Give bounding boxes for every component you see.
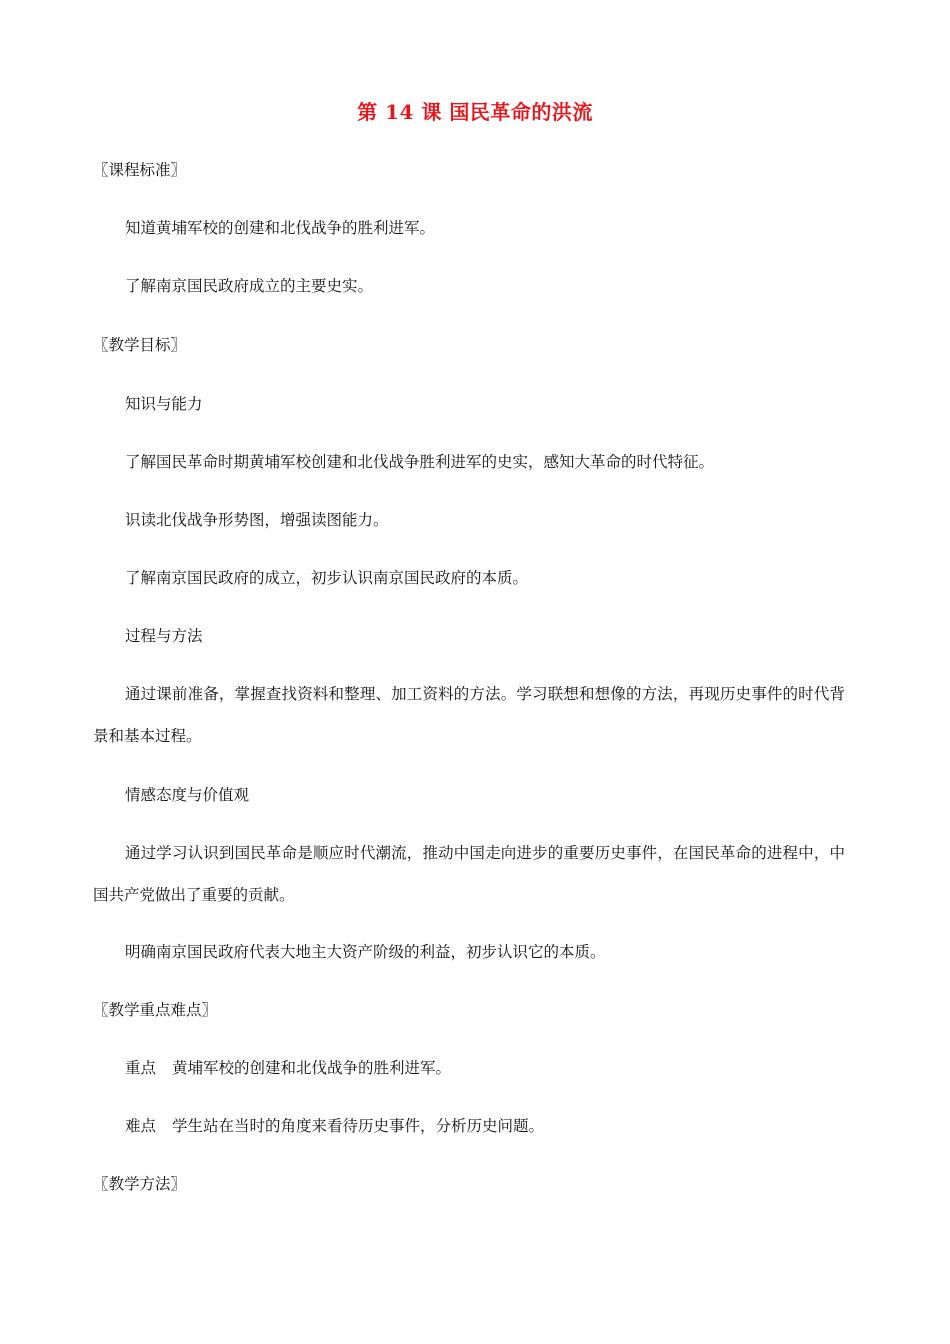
paragraph: 了解南京国民政府成立的主要史实。: [125, 277, 374, 295]
difficult-point-label: 难点: [125, 1117, 157, 1135]
paragraph: 通过课前准备，掌握查找资料和整理、加工资料的方法。学习联想和想像的方法，再现历史事件的时代背景和基本过程。: [93, 685, 845, 745]
difficult-point-text: 学生站在当时的角度来看待历史事件，分析历史问题。: [172, 1117, 545, 1135]
paragraph: 识读北伐战争形势图，增强读图能力。: [125, 511, 389, 529]
subheading-process-method: 过程与方法: [125, 627, 203, 645]
section-heading-teaching-method: 〖教学方法〗: [93, 1175, 187, 1193]
subheading-emotion-values: 情感态度与价值观: [125, 786, 250, 804]
section-heading-teaching-goals: 〖教学目标〗: [93, 336, 187, 354]
subheading-knowledge-ability: 知识与能力: [125, 395, 203, 413]
difficult-point-row: [125, 1115, 544, 1137]
key-point-row: [125, 1057, 451, 1079]
paragraph: 通过学习认识到国民革命是顺应时代潮流，推动中国走向进步的重要历史事件，在国民革命的进程中，中国共产党做出了重要的贡献。: [93, 844, 845, 904]
paragraph: 了解国民革命时期黄埔军校创建和北伐战争胜利进军的史实，感知大革命的时代特征。: [125, 453, 715, 471]
paragraph: 知道黄埔军校的创建和北伐战争的胜利进军。: [125, 219, 436, 237]
paragraph: 明确南京国民政府代表大地主大资产阶级的利益，初步认识它的本质。: [125, 943, 606, 961]
key-point-label: 重点: [125, 1059, 157, 1077]
section-heading-curriculum-standard: 〖课程标准〗: [93, 161, 187, 179]
paragraph: 了解南京国民政府的成立，初步认识南京国民政府的本质。: [125, 569, 529, 587]
section-heading-key-points: 〖教学重点难点〗: [93, 1001, 218, 1019]
page-title: 第 14 课 国民革命的洪流: [357, 100, 593, 124]
key-point-text: 黄埔军校的创建和北伐战争的胜利进军。: [172, 1059, 452, 1077]
